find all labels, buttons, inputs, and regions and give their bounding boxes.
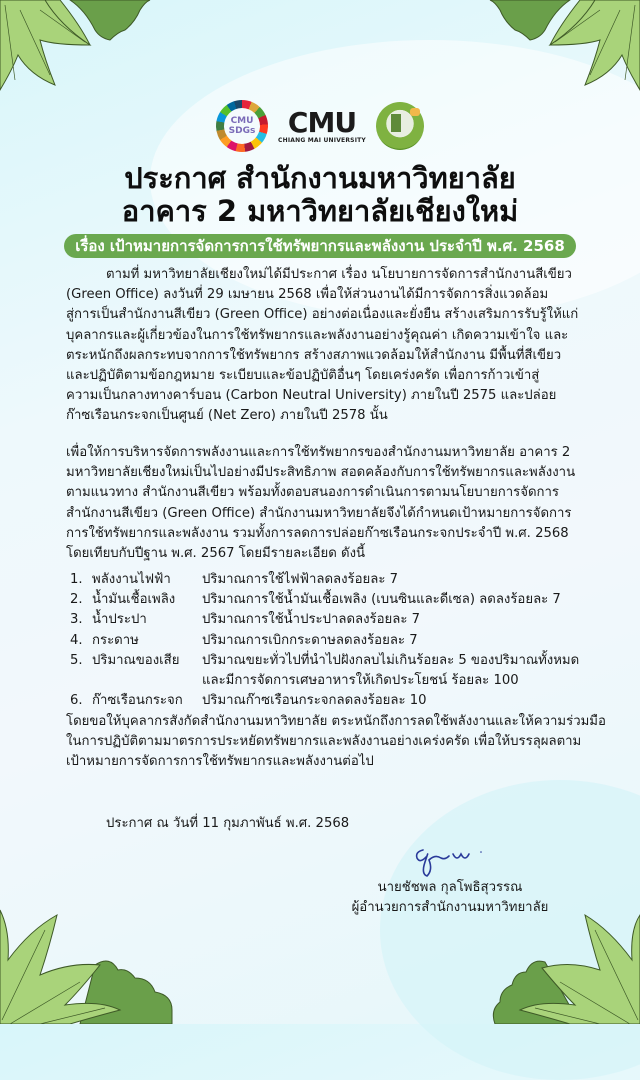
paragraph-line: บุคลากรและผู้เกี่ยวข้องในการใช้ทรัพยากรและพลังงานอย่างรู้คุณค่า เกิดความเข้าใจ และ (66, 327, 569, 343)
page-title-line2: อาคาร 2 มหาวิทยาลัยเชียงใหม่ (121, 194, 519, 228)
leaf-decoration-bottom-right (460, 900, 640, 1024)
target-number: 4. (70, 632, 83, 648)
target-item-waste (70, 651, 590, 671)
signer-title: ผู้อำนวยการสำนักงานมหาวิทยาลัย (351, 900, 549, 915)
paragraph-purpose (66, 443, 582, 564)
target-item-waste-continued (70, 671, 590, 691)
paragraph-line: โดยขอให้บุคลากรสังกัดสำนักงานมหาวิทยาลัย ตระหนักถึงการลดใช้พลังงานและให้ความร่วมมือ (66, 714, 606, 729)
paragraph-line: เพื่อให้การบริหารจัดการพลังงานและการใช้ทรัพยากรของสำนักงานมหาวิทยาลัย อาคาร 2 (66, 445, 571, 460)
target-item-paper (70, 631, 590, 651)
target-number: 1. (70, 572, 83, 587)
target-number: 5. (70, 652, 83, 668)
paragraph-line: ความเป็นกลางทางคาร์บอน (Carbon Neutral University) ภายในปี 2575 และปล่อย (66, 388, 557, 404)
paragraph-line: (Green Office) ลงวันที่ 29 เมษายน 2568 เพื่อให้ส่วนงานได้มีการจัดการสิ่งแวดล้อม (66, 287, 549, 303)
sdg-logo-line2: SDGs (228, 126, 256, 136)
paragraph-line: สำนักงานสีเขียว (Green Office) สำนักงานมหาวิทยาลัยจึงได้กำหนดเป้าหมายการจัดการ (66, 505, 572, 521)
paragraph-line: ในการปฏิบัติตามมาตรการประหยัดทรัพยากรและพลังงานอย่างเคร่งครัด เพื่อให้บรรลุผลตาม (66, 734, 582, 750)
target-name: ปริมาณของเสีย (92, 652, 180, 668)
target-description: ปริมาณขยะทั่วไปที่นำไปฝังกลบไม่เกินร้อยละ 5 ของปริมาณทั้งหมด (202, 652, 580, 668)
target-description: ปริมาณการใช้น้ำมันเชื้อเพลิง (เบนซินและดีเซล) ลดลงร้อยละ 7 (202, 592, 561, 608)
sdg-logo-line1: CMU (230, 116, 254, 126)
target-description: ปริมาณก๊าซเรือนกระจกลดลงร้อยละ 10 (202, 693, 427, 709)
leaf-decoration-top-left (0, 0, 160, 100)
target-number: 3. (70, 612, 83, 628)
target-item-ghg (70, 691, 590, 711)
target-description: และมีการจัดการเศษอาหารให้เกิดประโยชน์ ร้อยละ 100 (202, 673, 519, 689)
cmu-wordmark: CMU (287, 105, 357, 139)
logo-row (0, 100, 640, 152)
target-name: กระดาษ (92, 632, 139, 648)
target-description: ปริมาณการใช้ไฟฟ้าลดลงร้อยละ 7 (202, 572, 399, 587)
paragraph-line: ตระหนักถึงผลกระทบจากการใช้ทรัพยากร สร้างสภาพแวดล้อมให้สำนักงาน มีพื้นที่สีเขียว (66, 347, 562, 363)
paragraph-line: โดยเทียบกับปีฐาน พ.ศ. 2567 โดยมีรายละเอียด ดังนี้ (66, 546, 366, 562)
target-name: ก๊าซเรือนกระจก (92, 693, 183, 709)
cmu-subtitle: CHIANG MAI UNIVERSITY (278, 136, 366, 144)
paragraph-line: การใช้ทรัพยากรและพลังงาน รวมทั้งการลดการปล่อยก๊าซเรือนกระจกประจำปี พ.ศ. 2568 (66, 525, 569, 541)
paragraph-line: และปฏิบัติตามข้อกฎหมาย ระเบียบและข้อปฏิบัติอื่นๆ โดยเคร่งครัด เพื่อการก้าวเข้าสู่ (66, 368, 540, 384)
subject-banner: เรื่อง เป้าหมายการจัดการการใช้ทรัพยากรและพลังงาน ประจำปี พ.ศ. 2568 (64, 234, 576, 258)
signature-image (405, 840, 495, 880)
paragraph-intro (66, 265, 582, 427)
page-title-line1: ประกาศ สำนักงานมหาวิทยาลัย (124, 161, 516, 195)
target-number: 6. (70, 693, 83, 709)
target-name: น้ำประปา (92, 612, 147, 628)
badge-icon (410, 108, 420, 116)
targets-list (70, 570, 590, 711)
target-item-water (70, 610, 590, 630)
target-item-fuel (70, 590, 590, 610)
target-number: 2. (70, 592, 83, 608)
paragraph-request (66, 712, 606, 773)
paragraph-line: มหาวิทยาลัยเชียงใหม่เป็นไปอย่างมีประสิทธิภาพ สอดคล้องกับการใช้ทรัพยากรและพลังงาน (66, 465, 576, 481)
cmu-logo (278, 105, 366, 144)
leaf-decoration-top-right (480, 0, 640, 100)
target-item-electricity (70, 570, 590, 590)
building-icon (391, 114, 401, 132)
target-description: ปริมาณการเบิกกระดาษลดลงร้อยละ 7 (202, 632, 418, 648)
paragraph-line: สู่การเป็นสำนักงานสีเขียว (Green Office) อย่างต่อเนื่องและยั่งยืน สร้างเสริมการรับรู้ให้แก่ (66, 307, 579, 323)
signer-name: นายชัชพล กุลโพธิสุวรรณ (377, 880, 523, 895)
paragraph-line: ตามแนวทาง สำนักงานสีเขียว พร้อมทั้งตอบสนองการดำเนินการตามนโยบายการจัดการ (66, 485, 559, 501)
signer-block (300, 878, 600, 918)
paragraph-line: เป้าหมายการจัดการการใช้ทรัพยากรและพลังงานต่อไป (66, 754, 374, 770)
cmu-sdgs-logo (216, 100, 268, 152)
leaf-decoration-bottom-left (0, 900, 180, 1024)
target-description: ปริมาณการใช้น้ำประปาลดลงร้อยละ 7 (202, 612, 421, 628)
target-name: พลังงานไฟฟ้า (92, 572, 171, 587)
paragraph-line: ก๊าซเรือนกระจกเป็นศูนย์ (Net Zero) ภายในปี 2578 นั้น (66, 408, 388, 424)
green-office-logo (376, 102, 424, 150)
announcement-date: ประกาศ ณ วันที่ 11 กุมภาพันธ์ พ.ศ. 2568 (106, 816, 350, 831)
paragraph-line: ตามที่ มหาวิทยาลัยเชียงใหม่ได้มีประกาศ เรื่อง นโยบายการจัดการสำนักงานสีเขียว (106, 267, 572, 282)
target-name: น้ำมันเชื้อเพลิง (92, 592, 176, 608)
